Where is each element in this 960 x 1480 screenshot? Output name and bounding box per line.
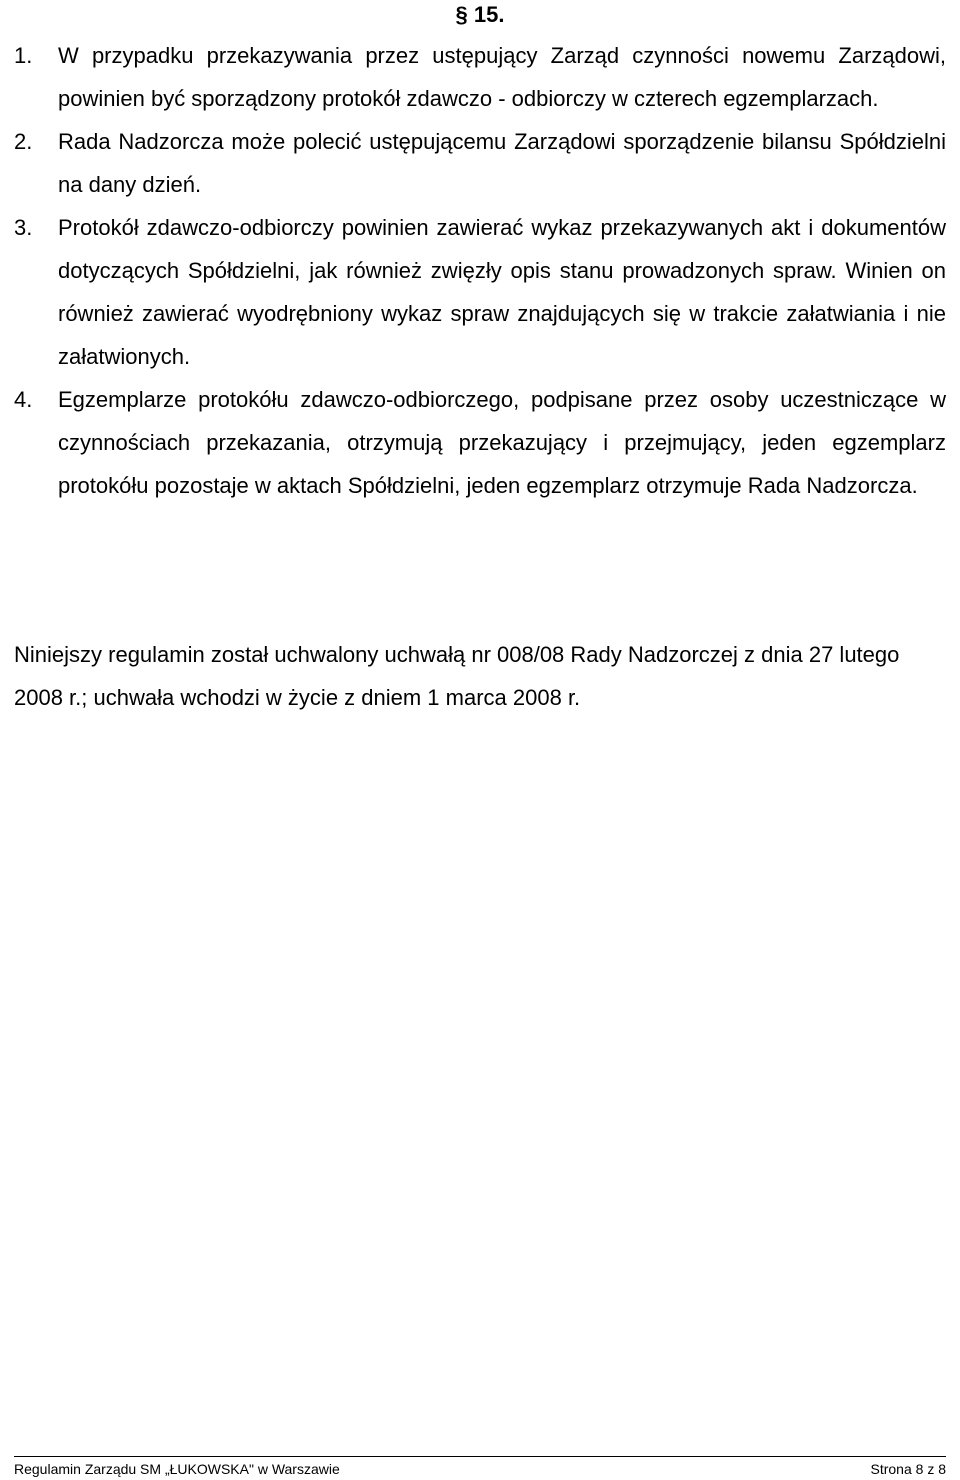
list-item (14, 378, 946, 507)
page-footer (14, 1460, 946, 1478)
list-item (14, 120, 946, 206)
footer-divider (14, 1456, 946, 1457)
list-item-text: Rada Nadzorcza może polecić ustępującemu Zarządowi sporządzenie bilansu Spółdzielni na dany dzień. (58, 129, 946, 197)
paragraph-list (14, 34, 946, 507)
list-item-number: 4. (14, 387, 33, 412)
closing-statement: Niniejszy regulamin został uchwalony uchwałą nr 008/08 Rady Nadzorczej z dnia 27 lutego 2008 r.; uchwała wchodzi w życie z dniem 1 marca 2008 r. (14, 642, 900, 710)
list-item (14, 206, 946, 378)
list-item-text: W przypadku przekazywania przez ustępujący Zarząd czynności nowemu Zarządowi, powinien być sporządzony protokół zdawczo - odbiorczy w czterech egzemplarzach. (58, 43, 946, 111)
footer-document-title: Regulamin Zarządu SM „ŁUKOWSKA" w Warszawie (14, 1461, 340, 1477)
list-item-number: 3. (14, 215, 33, 240)
footer-page-number: Strona 8 z 8 (870, 1461, 946, 1477)
list-item (14, 34, 946, 120)
list-item-number: 2. (14, 129, 33, 154)
list-item-text: Egzemplarze protokółu zdawczo-odbiorczego, podpisane przez osoby uczestniczące w czynnościach przekazania, otrzymują przekazujący i przejmujący, jeden egzemplarz protokółu pozostaje w aktach Spółdzielni, jeden egzemplarz otrzymuje Rada Nadzorcza. (58, 387, 946, 498)
list-item-number: 1. (14, 43, 33, 68)
list-item-text: Protokół zdawczo-odbiorczy powinien zawierać wykaz przekazywanych akt i dokumentów dotyczących Spółdzielni, jak również zwięzły opis stanu prowadzonych spraw. Winien on również zawierać wyodrębniony wykaz spraw znajdujących się w trakcie załatwiania i nie załatwionych. (58, 215, 946, 369)
section-heading: § 15. (455, 2, 505, 27)
